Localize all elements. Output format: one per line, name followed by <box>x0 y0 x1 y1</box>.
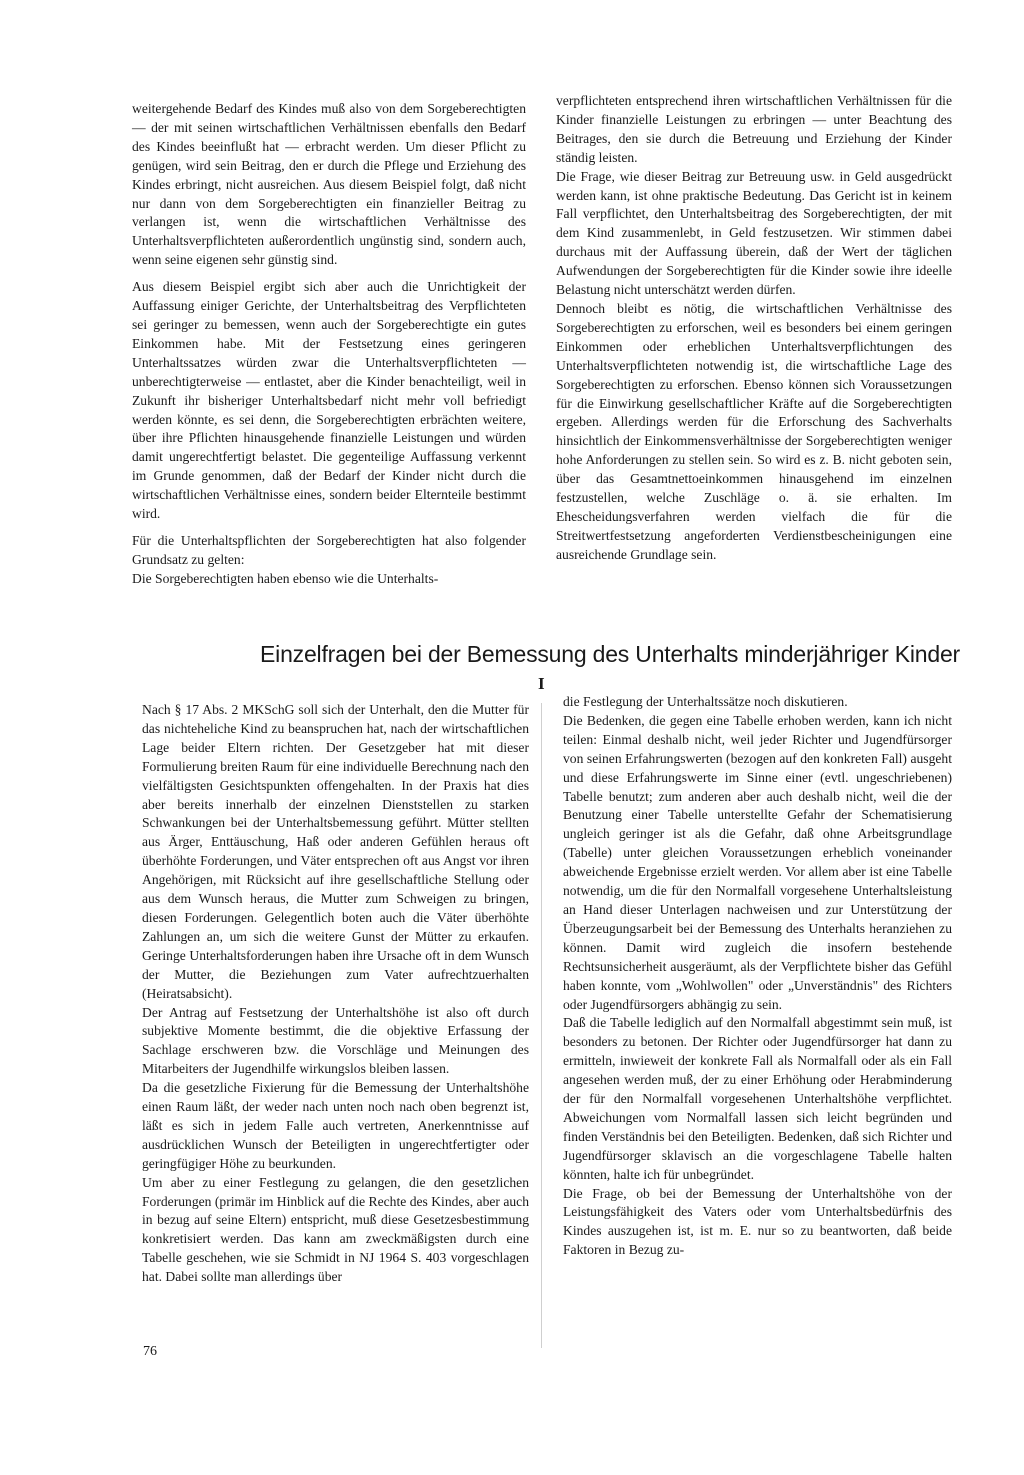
paragraph: Dennoch bleibt es nötig, die wirtschaftlichen Verhältnisse des Sorgeberechtigten zu erforschen, weil es besonders bei einem geringen Einkommen oder erheblichen Unterhaltsverpflichtungen des Unterhaltsverpflichteten notwendig ist, die wirtschaftliche Lage des Sorgeberechtigten zu erforschen. Ebenso können sich Voraussetzungen für die Einwirkung gesellschaftlicher Kräfte auf die Sorgeberechtigten ergeben. Allerdings werden für die Erforschung des Sachverhalts hinsichtlich der Einkommensverhältnisse der Sorgeberechtigten weniger hohe Anforderungen zu stellen sein. So wird es z. B. nicht geboten sein, über das Gesamtnettoeinkommen hinausgehend im einzelnen festzustellen, welche Zuschläge o. ä. sie erhalten. Im Ehescheidungsverfahren werden vielfach die für die Streitwertfestsetzung angeforderten Verdienstbescheinigungen eine ausreichende Grundlage sein. <box>556 300 952 562</box>
paragraph: Um aber zu einer Festlegung zu gelangen, die den gesetzlichen Forderungen (primär im Hinblick auf die Rechte des Kindes, aber auch in bezug auf seine Eltern) entspricht, muß diese Gesetzesbestimmung konkretisiert werden. Das kann am zweckmäßigsten durch eine Tabelle geschehen, wie sie Schmidt in NJ 1964 S. 403 vorgeschlagen hat. Dabei sollte man allerdings über <box>142 1174 529 1285</box>
section-numeral: I <box>538 674 545 693</box>
article-right-column <box>563 693 952 1260</box>
paragraph: Daß die Tabelle lediglich auf den Normalfall abgestimmt sein muß, ist besonders zu betonen. Der Richter oder Jugendfürsorger hat dann zu ermitteln, inwieweit der konkrete Fall als Normalfall oder als ein Fall angesehen werden muß, der zu einer Erhöhung oder Herabminderung der für den Normalfall vorgesehenen Unterhaltshöhe verpflichtet. Abweichungen vom Normalfall lassen sich leicht begründen und finden Verständnis bei den Beteiligten. Bedenken, daß sich Richter und Jugendfürsorger sklavisch an die vorgeschlagene Tabelle halten könnten, halte ich für unbegründet. <box>563 1015 952 1182</box>
previous-article-left-column <box>132 100 526 589</box>
paragraph: Der Antrag auf Festsetzung der Unterhaltshöhe ist also oft durch subjektive Momente bestimmt, die die objektive Erfassung der Sachlage erschweren bzw. die Vorschläge und Meinungen des Mitarbeiters der Jugendhilfe wirkungslos bleiben lassen. <box>142 1004 529 1077</box>
paragraph: verpflichteten entsprechend ihren wirtschaftlichen Verhältnissen für die Kinder finanzielle Leistungen zu erbringen — unter Beachtung des Beitrages, den sie durch die Betreuung und Erziehung der Kinder ständig leisten. <box>556 93 952 165</box>
previous-article-right-column <box>556 92 952 565</box>
paragraph: die Festlegung der Unterhaltssätze noch diskutieren. <box>563 694 848 709</box>
paragraph: Die Frage, wie dieser Beitrag zur Betreuung usw. in Geld ausgedrückt werden kann, ist ohne praktische Bedeutung. Das Gericht ist in keinem Fall verpflichtet, den Unterhaltsbeitrag des Sorgeberechtigten, der mit dem Kind zusammenlebt, in Geld festzusetzen. Wir stimmen dabei durchaus mit der Auffassung überein, daß der Wert der täglichen Aufwendungen der Sorgeberechtigten für die Kinder sowie ihre ideelle Belastung nicht unterschätzt werden dürfen. <box>556 168 952 298</box>
article-left-column <box>142 701 529 1287</box>
paragraph: Da die gesetzliche Fixierung für die Bemessung der Unterhaltshöhe einen Raum läßt, der weder nach unten noch nach oben begrenzt ist, läßt es sich in jedem Falle auch vertreten, Anerkenntnisse auf ausdrücklichen Wunsch der Beteiligten in ungerechtfertigter oder geringfügiger Höhe zu beurkunden. <box>142 1080 529 1171</box>
page-number: 76 <box>143 1344 157 1359</box>
paragraph: Nach § 17 Abs. 2 MKSchG soll sich der Unterhalt, den die Mutter für das nichteheliche Kind zu beanspruchen hat, nach der wirtschaftlichen Lage beider Eltern richten. Der Gesetzgeber hat mit dieser Formulierung breiten Raum für eine individuelle Berechnung nach den vielfältigsten Gesichtspunkten offengehalten. In der Praxis hat dies aber bereits innerhalb der einzelnen Dienststellen zu starken Schwankungen bei der Unterhaltsbemessung geführt. Mütter stellten aus Ärger, Enttäuschung, Haß oder anderen Gefühlen heraus oft überhöhte Forderungen, und Väter entsprechen oft aus Angst vor ihren Angehörigen, mit Rücksicht auf ihre gesellschaftliche Stellung oder aus dem Wunsch heraus, die Mutter zum Schweigen zu bringen, diesen Forderungen. Gelegentlich boten auch die Väter überhöhte Zahlungen an, um sich die weitere Gunst der Mütter zu erkaufen. Geringe Unterhaltsforderungen haben ihre Ursache oft in dem Wunsch der Mutter, die Beziehungen zum Vater aufrechtzuerhalten (Heiratsabsicht). <box>142 702 529 1001</box>
paragraph: Für die Unterhaltspflichten der Sorgeberechtigten hat also folgender Grundsatz zu gelten: <box>132 532 526 567</box>
paragraph: weitergehende Bedarf des Kindes muß also von dem Sorgeberechtigten — der mit seinen wirtschaftlichen Verhältnissen ebenfalls den Bedarf des Kindes beeinflußt hat — erbracht werden. Um dieser Pflicht zu genügen, wird sein Beitrag, den er durch die Pflege und Erziehung des Kindes erbringt, nicht ausreichen. Aus diesem Beispiel folgt, daß nicht nur dann von dem Sorgeberechtigten ein finanzieller Beitrag zu verlangen ist, wenn die wirtschaftlichen Verhältnisse des Unterhaltsverpflichteten außerordentlich ungünstig sind, sondern auch, wenn seine eigenen sehr günstig sind. <box>132 101 526 268</box>
paragraph: Die Bedenken, die gegen eine Tabelle erhoben werden, kann ich nicht teilen: Einmal deshalb nicht, weil jeder Richter und Jugendfürsorger von seinen Erfahrungswerten (bezogen auf den konkreten Fall) ausgeht und diese Erfahrungswerte im Sinne einer (evtl. ungeschriebenen) Tabelle benutzt; zum anderen aber auch deshalb nicht, weil die der Benutzung einer Tabelle unterstellte Gefahr der Schematisierung ungleich geringer ist als die Gefahr, daß ohne Arbeitsgrundlage (Tabelle) unter gleichen Voraussetzungen erheblich voneinander abweichende Ergebnisse erzielt werden. Vor allem aber ist eine Tabelle notwendig, um die für den Normalfall vorgesehene Unterhaltsleistung an Hand dieser Unterlagen nachweisen und zur Unterstützung der Überzeugungsarbeit bei der Bemessung des Unterhalts heranziehen zu können. Damit wird zugleich die insofern bestehende Rechtsunsicherheit ausgeräumt, als der Verpflichtete bisher das Gefühl haben konnte, vom „Wohlwollen" oder „Unverständnis" des Richters oder Jugendfürsorgers abhängig zu sein. <box>563 712 952 1012</box>
paragraph: Die Frage, ob bei der Bemessung der Unterhaltshöhe von der Leistungsfähigkeit des Vaters oder vom Unterhaltsbedürfnis des Kindes auszugehen ist, ist m. E. nur so zu beantworten, daß beide Faktoren in Bezug zu- <box>563 1185 952 1258</box>
article-title: Einzelfragen bei der Bemessung des Unterhalts minderjähriger Kinder <box>260 641 960 667</box>
column-divider <box>541 703 542 1348</box>
paragraph: Die Sorgeberechtigten haben ebenso wie die Unterhalts- <box>132 570 439 586</box>
paragraph: Aus diesem Beispiel ergibt sich aber auch die Unrichtigkeit der Auffassung einiger Gerichte, der Unterhaltsbeitrag des Verpflichteten sei geringer zu bemessen, wenn auch der Sorgeberechtigte ein gutes Einkommen habe. Mit der Festsetzung eines geringeren Unterhaltssatzes würden zwar die Unterhaltsverpflichteten — unberechtigterweise — entlastet, aber die Kinder benachteiligt, weil in Zukunft ihr bisheriger Unterhaltsbedarf nicht mehr voll befriedigt werden könnte, es sei denn, die Sorgeberechtigten erbrächten weitere, über ihre Pflichten hinausgehende finanzielle Leistungen und würden damit ungerechtfertigt belastet. Die gegenteilige Auffassung verkennt im Grunde genommen, daß der Bedarf der Kinder nicht durch die wirtschaftlichen Verhältnisse eines, sondern beider Elternteile bestimmt wird. <box>132 279 526 522</box>
